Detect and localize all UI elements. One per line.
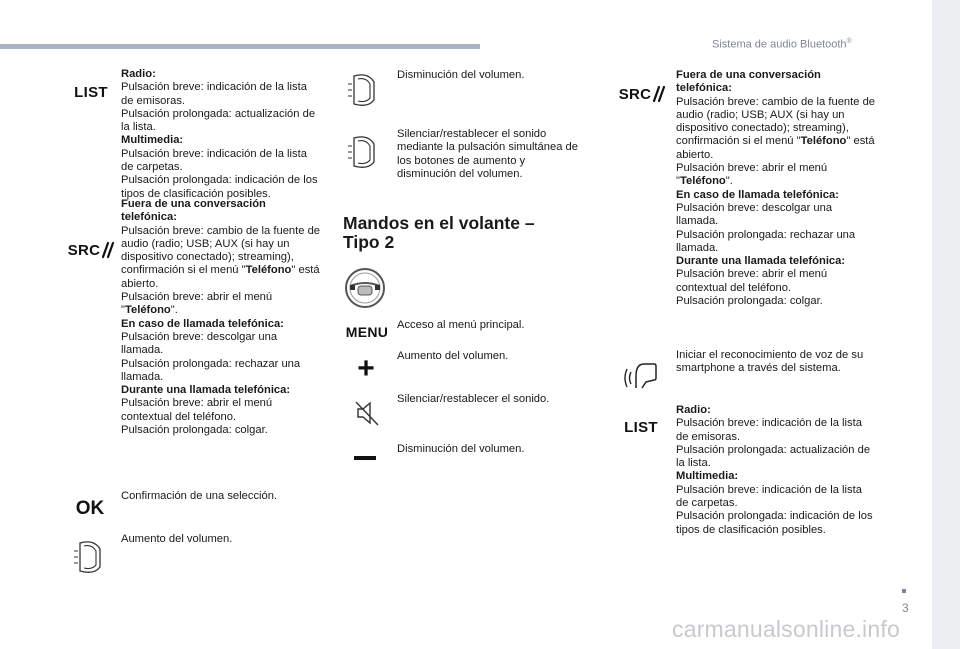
page-header-title: Sistema de audio Bluetooth®: [712, 38, 852, 51]
phone-slash-icon-2: [651, 85, 667, 103]
side-strip: [932, 0, 960, 649]
plus-description: Aumento del volumen.: [397, 350, 509, 362]
minus-description: Disminución del volumen.: [397, 443, 525, 455]
volume-down-description: Disminución del volumen.: [397, 69, 525, 81]
volume-down-thumbwheel-icon: [344, 70, 384, 110]
mute-description: Silenciar/restablecer el sonido mediante la pulsación simultánea de los botones de aumento y disminución del volumen.: [397, 128, 578, 180]
list-description-2: Radio: Pulsación breve: indicación de la lista de emisoras. Pulsación prolongada: actualización de la lista. Multimedia: Pulsación breve: indicación de la lista de carpetas. Pulsación prolongada: indicación de los tipos de clasificación posibles.: [676, 404, 873, 536]
watermark: carmanualsonline.info: [672, 616, 900, 642]
mute2-description: Silenciar/restablecer el sonido.: [397, 393, 550, 405]
mute-thumbwheel-icon: [344, 132, 384, 172]
ok-icon: OK: [75, 498, 105, 519]
src-phone-icon-2: SRC: [617, 82, 669, 106]
phone-slash-icon: [100, 241, 116, 259]
menu-description: Acceso al menú principal.: [397, 319, 525, 331]
plus-icon: +: [357, 352, 375, 385]
list-icon: LIST: [74, 83, 108, 101]
src-description-2: Fuera de una conversación telefónica: Pulsación breve: cambio de la fuente de audio (radio; USB; AUX (si hay un dispositivo conectado); streaming), confirmación si el menú "Teléfono" está abierto. Pulsación breve: abrir el menú "Teléfono". En caso de llamada telefónica: Pulsación breve: descolgar una llamada. Pulsación prolongada: rechazar una llamada. Durante una llamada telefónica: Pulsación breve: abrir el menú contextual del teléfono. Pulsación prolongada: colgar.: [676, 69, 876, 308]
mute-icon: [352, 398, 382, 428]
src-description: Fuera de una conversación telefónica: Pulsación breve: cambio de la fuente de audio (radio; USB; AUX (si hay un dispositivo conectado); streaming), confirmación si el menú "Teléfono" está abierto. Pulsación breve: abrir el menú "Teléfono". En caso de llamada telefónica: Pulsación breve: descolgar una llamada. Pulsación prolongada: rechazar una llamada. Durante una llamada telefónica: Pulsación breve: abrir el menú contextual del teléfono. Pulsación prolongada: colgar.: [121, 198, 321, 437]
header-bar: [0, 44, 480, 49]
src-phone-icon: SRC: [66, 238, 118, 262]
page-marker: [902, 589, 906, 593]
list-description: Radio: Pulsación breve: indicación de la lista de emisoras. Pulsación prolongada: actualización de la lista. Multimedia: Pulsación breve: indicación de la lista de carpetas. Pulsación prolongada: indicación de los tipos de clasificación posibles.: [121, 68, 318, 200]
list-icon-2: LIST: [624, 418, 658, 436]
page-number: 3: [902, 601, 909, 615]
section-title: Mandos en el volante – Tipo 2: [343, 213, 535, 252]
steering-wheel-icon: [343, 266, 387, 310]
volume-up-description: Aumento del volumen.: [121, 533, 233, 545]
minus-icon: [352, 450, 378, 466]
voice-recognition-icon: [622, 356, 660, 392]
voice-description: Iniciar el reconocimiento de voz de su smartphone a través del sistema.: [676, 349, 864, 375]
ok-description: Confirmación de una selección.: [121, 490, 278, 502]
volume-up-thumbwheel-icon: [70, 537, 110, 577]
menu-icon: MENU: [345, 324, 389, 340]
